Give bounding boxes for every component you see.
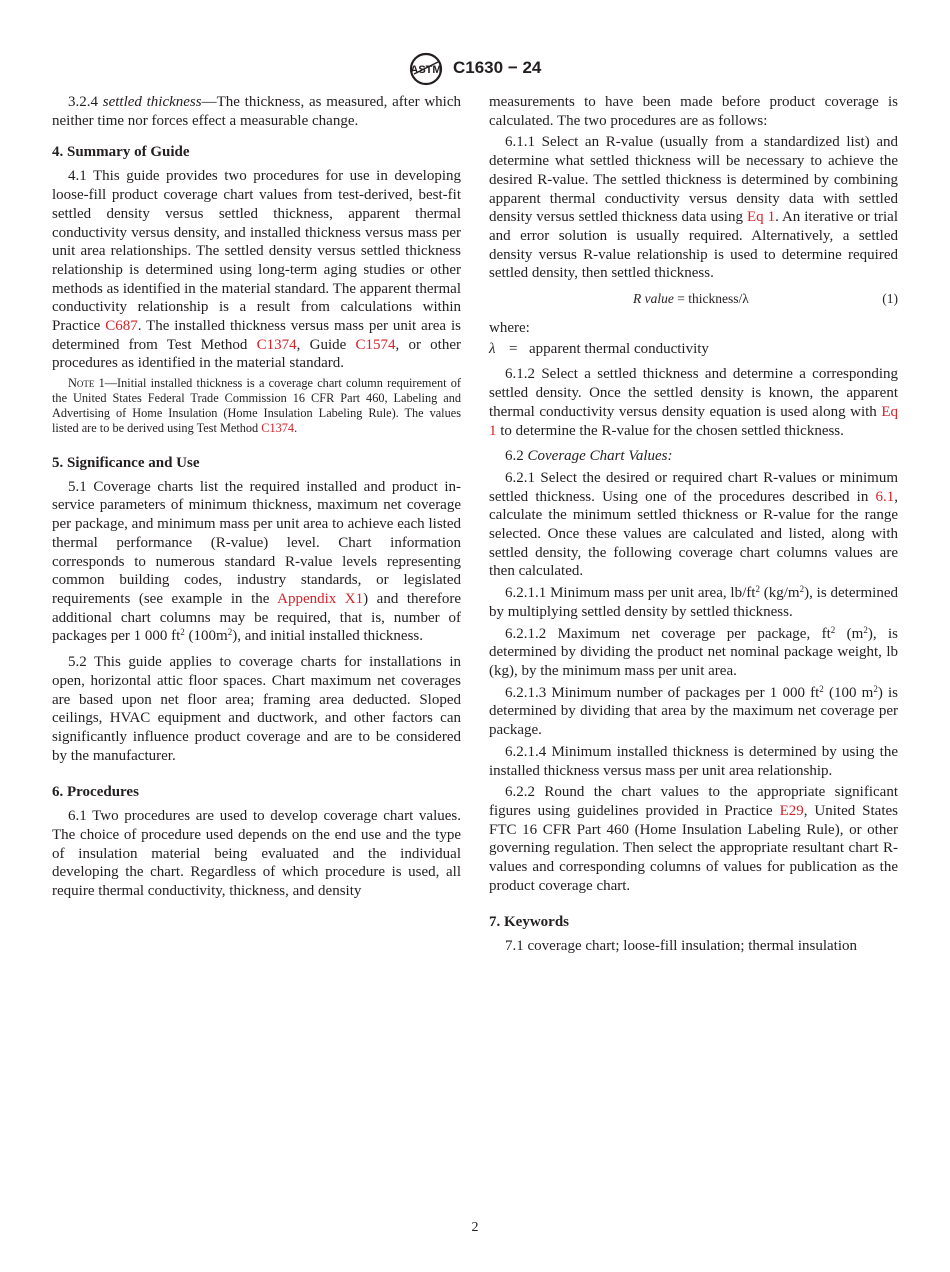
- right-column: [489, 93, 898, 956]
- left-column: [52, 93, 461, 901]
- equation-rhs: = thickness/λ: [673, 291, 749, 307]
- paragraph-6-1-2: 6.1.2 Select a settled thickness and determine a corresponding settled density. Once the settled density is known, the apparent thermal conductivity versus density equation is used along with Eq 1 to determine the R-value for the chosen settled thickness.: [489, 366, 898, 439]
- equation-1: [489, 290, 898, 310]
- ref-6-1-link[interactable]: 6.1: [875, 488, 895, 505]
- note-1: Note 1—Initial installed thickness is a coverage chart column requirement of the United States Federal Trade Commission 16 CFR Part 460, Labeling and Advertising of Home Insulation (Home Insulation Labeling Rule). The values listed are to be derived using Test Method C1374.: [52, 376, 461, 435]
- section-4-heading: 4. Summary of Guide: [52, 144, 190, 161]
- paragraph-6-2-2: 6.2.2 Round the chart values to the appropriate significant figures using guidelines provided in Practice E29, United States FTC 16 CFR Part 460 (Home Insulation Labeling Rule), or other governing regulation. Then select the appropriate resultant chart R-values and corresponding columns of values for publication as the product coverage chart.: [489, 784, 898, 894]
- paragraph-6-1: 6.1 Two procedures are used to develop coverage chart values. The choice of procedure used depends on the end use and the type of insulation material being evaluated and the individual developing the chart. Regardless of which procedure is used, all require thermal conductivity, thickness, and density: [52, 808, 461, 900]
- ref-eq1-link-2[interactable]: Eq 1: [489, 403, 898, 439]
- ref-c687-link[interactable]: C687: [105, 318, 138, 335]
- symbol-meaning: apparent thermal conductivity: [529, 340, 709, 357]
- astm-logo-text: ASTM: [410, 64, 442, 76]
- paragraph-5-2: 5.2 This guide applies to coverage charts for installations in open, horizontal attic floor spaces. Chart maximum net coverages are based upon net floor area; framing area deducted. Sloped ceilings, HVAC equipment and ductwork, and other factors can significantly influence product coverage and are to be considered by the manufacturer.: [52, 654, 461, 764]
- where-label: where:: [489, 320, 530, 337]
- paragraph-3-2-4: 3.2.4 settled thickness—The thickness, as measured, after which neither time nor forces effect a measurable change.: [52, 94, 462, 129]
- page-number: 2: [471, 1220, 479, 1235]
- equation-number: (1): [882, 291, 898, 307]
- paragraph-5-1: 5.1 Coverage charts list the required installed and product in-service parameters of minimum thickness, maximum net coverage per package, and minimum mass per unit area to achieve each listed thermal performance (R-value) level. Chart information corresponds to numerous standard R-value levels representing common building codes, industry standards, or legislated requirements (see example in the Appendix X1) and therefore additional chart columns may be required, that is, number of packages per 1 000 $ft^2$ $(100m^2)$, and initial installed thickness.: [52, 478, 461, 645]
- section-6-heading: 6. Procedures: [52, 784, 139, 801]
- section-7-heading: 7. Keywords: [489, 914, 569, 931]
- paragraph-6-2-1-3: 6.2.1.3 Minimum number of packages per 1 000 $ft^2$ (100 $m^2$) is determined by dividing that area by the maximum net coverage per package.: [489, 683, 899, 739]
- paragraph-7-1: 7.1 coverage chart; loose-fill insulation; thermal insulation: [505, 938, 857, 955]
- ref-c1574-link[interactable]: C1574: [355, 336, 396, 353]
- ref-e29-link[interactable]: E29: [779, 802, 804, 819]
- equation-lhs: R value: [633, 291, 674, 307]
- paragraph-6-2-1-2: 6.2.1.2 Maximum net coverage per package, $ft^2$ $(m^2)$, is determined by dividing the product net nominal package weight, lb (kg), by the minimum mass per unit area.: [489, 624, 898, 679]
- paragraph-6-2-1: 6.2.1 Select the desired or required chart R-values or minimum settled thickness. Using one of the procedures described in 6.1, calculate the minimum settled thickness or R-value for the range selected. Once these values are calculated and listed, along with settled density, the following coverage chart columns values are then calculated.: [489, 469, 898, 580]
- paragraph-6-1-continued: measurements to have been made before product coverage is calculated. The two procedures are as follows:: [489, 94, 898, 129]
- paragraph-6-2: 6.2 Coverage Chart Values:: [505, 448, 673, 465]
- section-5-heading: 5. Significance and Use: [52, 454, 200, 471]
- note-ref-c1374-link[interactable]: C1374: [261, 420, 295, 435]
- ref-c1374-link[interactable]: C1374: [256, 336, 297, 353]
- symbol-lambda: λ: [489, 340, 496, 357]
- paragraph-4-1: 4.1 This guide provides two procedures for use in developing loose-fill product coverage chart values from test-derived, best-fit settled density versus settled thickness, apparent thermal conductivity versus density, and installed thickness versus mass per unit area relationships. The settled density versus settled thickness relationship is determined using long-term aging studies or other methods as identified in the material standard. The apparent thermal conductivity relationship is a result from calculations within Practice C687. The installed thickness versus mass per unit area is determined from Test Method C1374, Guide C1574, or other procedures as identified in the material standard.: [52, 168, 461, 372]
- page-header: [0, 52, 950, 86]
- ref-eq1-link[interactable]: Eq 1: [746, 209, 776, 226]
- ref-appendix-x1-link[interactable]: Appendix X1: [277, 590, 364, 607]
- paragraph-6-2-1-4: 6.2.1.4 Minimum installed thickness is determined by using the installed thickness versus mass per unit area relationship.: [489, 743, 898, 779]
- astm-logo-icon: [408, 52, 444, 86]
- paragraph-6-1-1: 6.1.1 Select an R-value (usually from a standardized list) and determine what settled thickness will be necessary to achieve the desired R-value. The settled thickness is determined by combining apparent thermal conductivity versus density data with settled density versus settled thickness data using Eq 1. An iterative or trial and error solution is usually required. Alternatively, a settled density versus R-value relationship is used to determine required settled density, then settled thickness.: [489, 134, 898, 282]
- paragraph-6-2-1-1: 6.2.1.1 Minimum mass per unit area, $lb/ft^2$ $(kg/m^2)$, is determined by multiplying settled density by settled thickness.: [489, 584, 898, 620]
- document-designation: C1630 − 24: [453, 58, 542, 77]
- symbol-definition: [489, 340, 898, 359]
- symbol-equals: =: [509, 340, 518, 357]
